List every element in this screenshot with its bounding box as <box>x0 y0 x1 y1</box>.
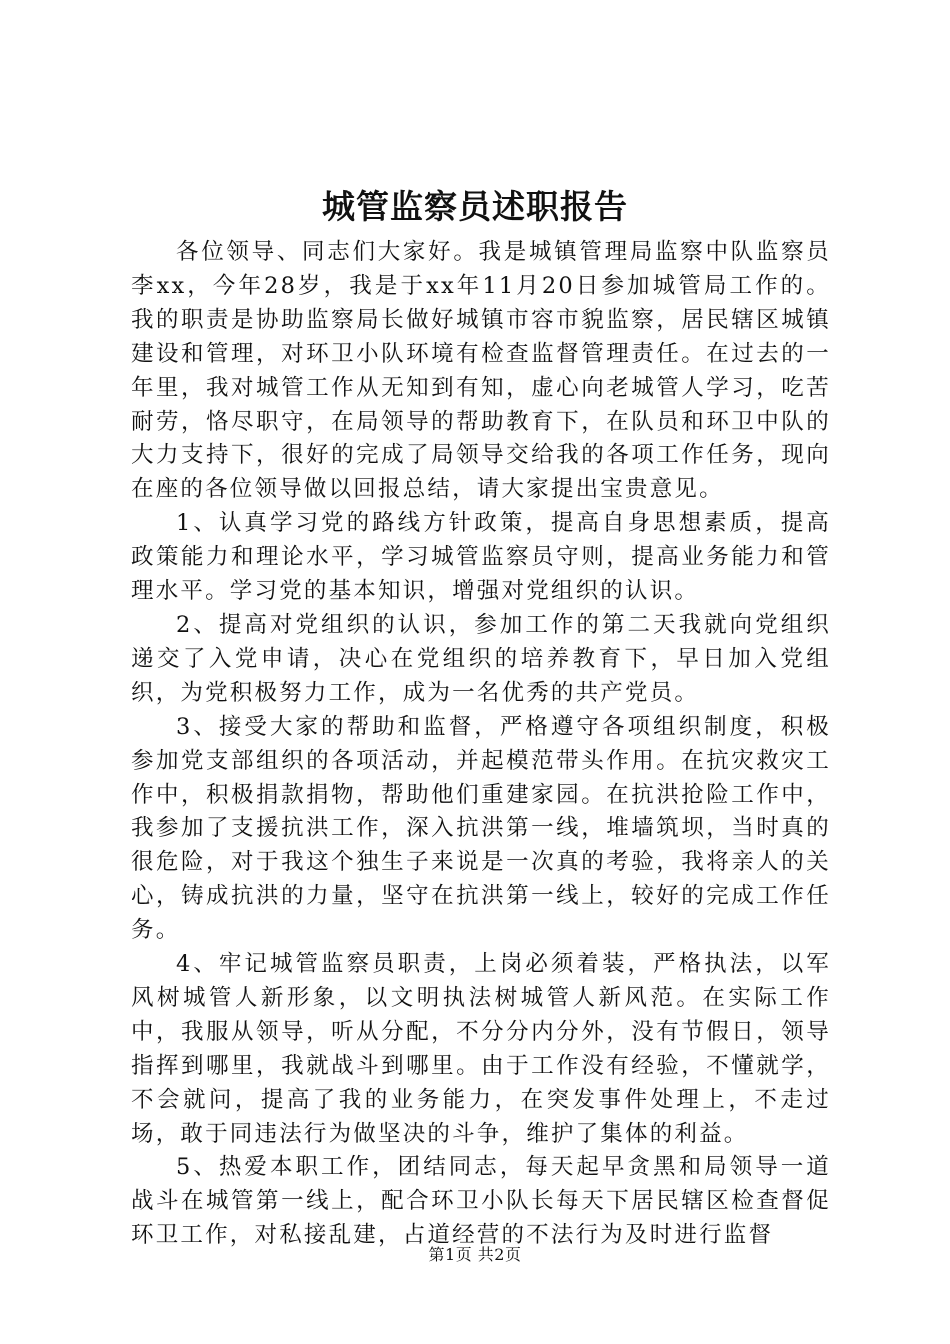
paragraph-item-3: 3、接受大家的帮助和监督，严格遵守各项组织制度，积极参加党支部组织的各项活动，并起模范带头作用。在抗灾救灾工作中，积极捐款捐物，帮助他们重建家园。在抗洪抢险工作中，我参加了支援抗洪工作，深入抗洪第一线，堆墙筑坝，当时真的很危险，对于我这个独生子来说是一次真的考验，我将亲人的关心，铸成抗洪的力量，坚守在抗洪第一线上，较好的完成工作任务。 <box>131 713 831 944</box>
paragraph-item-2: 2、提高对党组织的认识，参加工作的第二天我就向党组织递交了入党申请，决心在党组织的培养教育下，早日加入党组织，为党积极努力工作，成为一名优秀的共产党员。 <box>131 611 831 706</box>
document-body <box>131 236 831 1253</box>
paragraph-item-5: 5、热爱本职工作，团结同志，每天起早贪黑和局领导一道战斗在城管第一线上，配合环卫小队长每天下居民辖区检查督促环卫工作，对私接乱建，占道经营的不法行为及时进行监督 <box>131 1154 831 1249</box>
page-title: 城管监察员述职报告 <box>322 187 628 226</box>
paragraph-item-4: 4、牢记城管监察员职责，上岗必须着装，严格执法，以军风树城管人新形象，以文明执法树城管人新风范。在实际工作中，我服从领导，听从分配，不分分内分外，没有节假日，领导指挥到哪里，我就战斗到哪里。由于工作没有经验，不懂就学，不会就问，提高了我的业务能力，在突发事件处理上，不走过场，敢于同违法行为做坚决的斗争，维护了集体的利益。 <box>131 951 831 1147</box>
paragraph-item-1: 1、认真学习党的路线方针政策，提高自身思想素质，提高政策能力和理论水平，学习城管监察员守则，提高业务能力和管理水平。学习党的基本知识，增强对党组织的认识。 <box>131 510 831 605</box>
page-footer: 第1页 共2页 <box>428 1245 522 1264</box>
paragraph-intro: 各位领导、同志们大家好。我是城镇管理局监察中队监察员李xx，今年28岁，我是于xx年11月20日参加城管局工作的。我的职责是协助监察局长做好城镇市容市貌监察，居民辖区城镇建设和管理，对环卫小队环境有检查监督管理责任。在过去的一年里，我对城管工作从无知到有知，虚心向老城管人学习，吃苦耐劳，恪尽职守，在局领导的帮助教育下，在队员和环卫中队的大力支持下，很好的完成了局领导交给我的各项工作任务，现向在座的各位领导做以回报总结，请大家提出宝贵意见。 <box>131 239 831 503</box>
